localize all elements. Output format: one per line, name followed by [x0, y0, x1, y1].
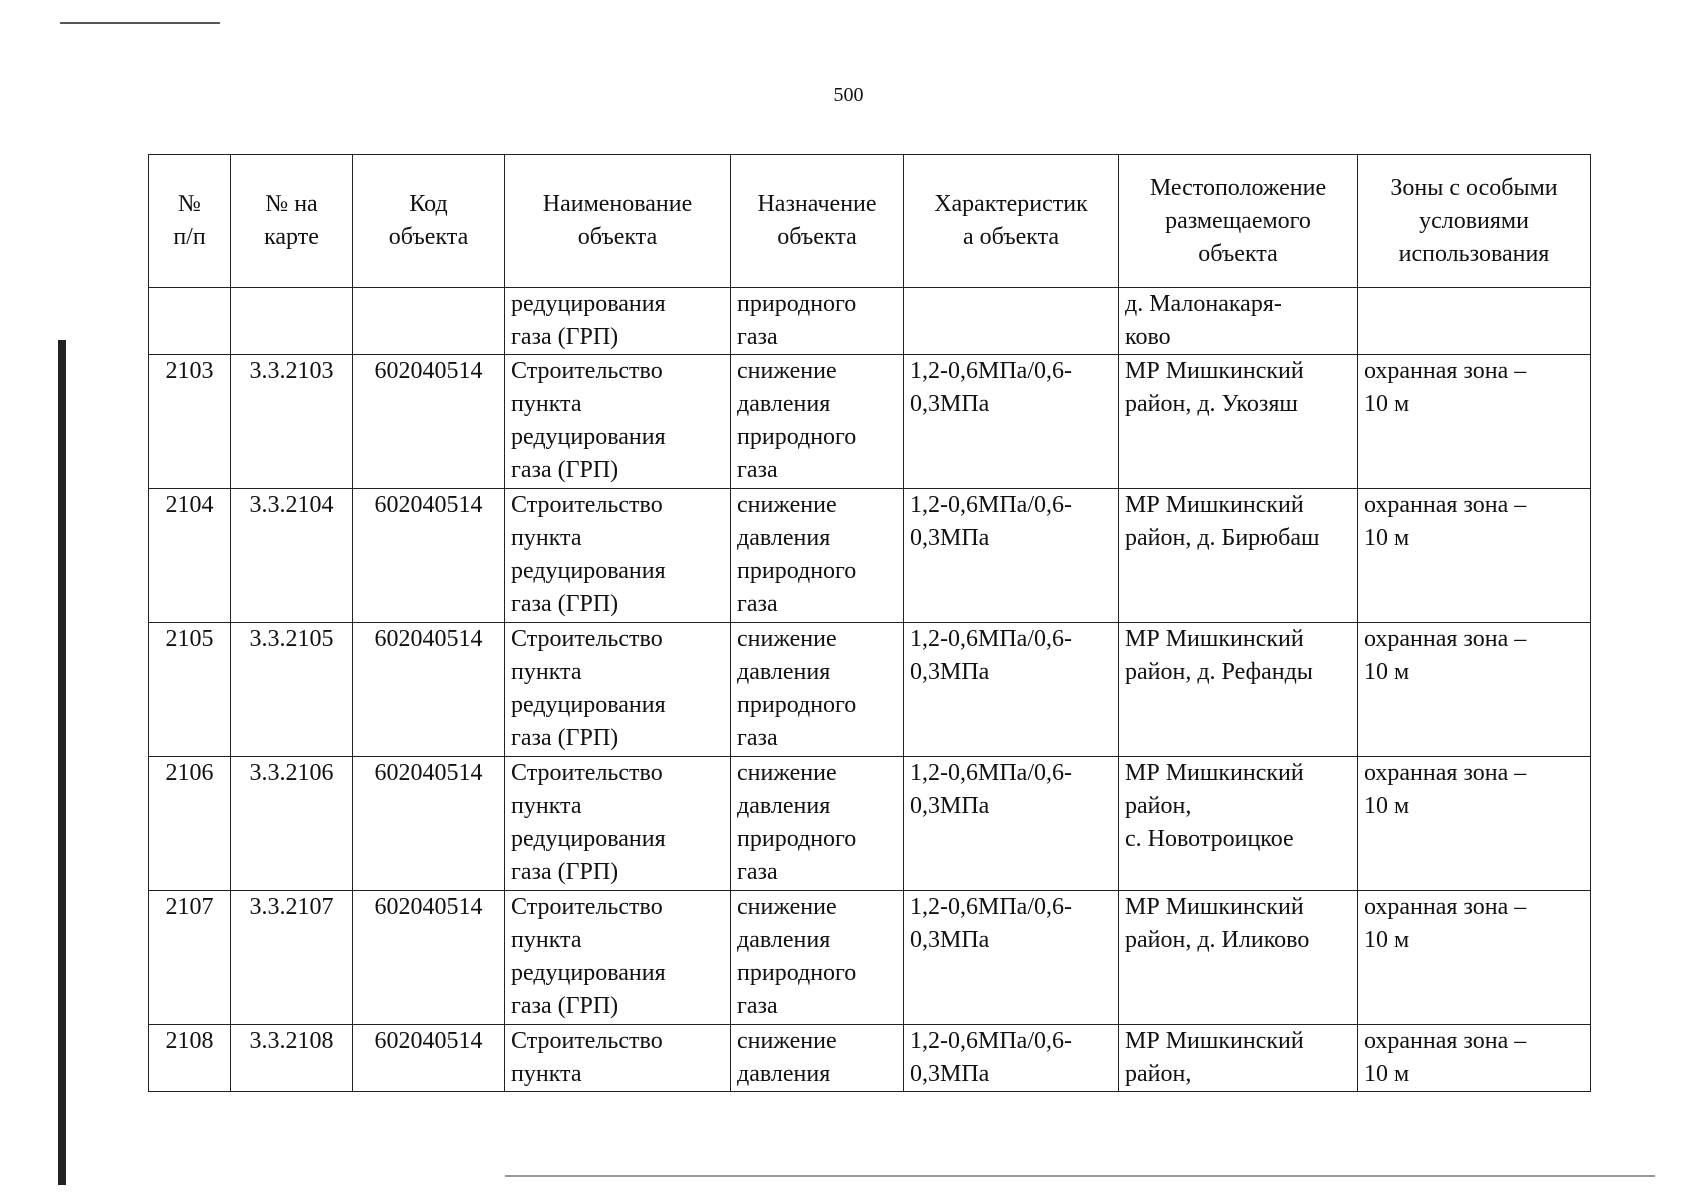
cell-map-number: 3.3.2103 [231, 355, 353, 489]
cell-object-characteristic: 1,2-0,6МПа/0,6- 0,3МПа [904, 757, 1119, 891]
header-special-zones: Зоны с особыми условиями использования [1358, 155, 1591, 288]
cell-row-number: 2105 [149, 623, 231, 757]
cell-map-number: 3.3.2105 [231, 623, 353, 757]
header-object-purpose: Назначение объекта [731, 155, 904, 288]
cell-object-characteristic [904, 288, 1119, 355]
cell-object-code: 602040514 [353, 489, 505, 623]
cell-object-name: Строительство пункта редуцирования газа (ГРП) [505, 891, 731, 1025]
cell-special-zone: охранная зона – 10 м [1358, 1025, 1591, 1092]
cell-object-characteristic: 1,2-0,6МПа/0,6- 0,3МПа [904, 891, 1119, 1025]
table-row [149, 757, 1591, 891]
cell-object-characteristic: 1,2-0,6МПа/0,6- 0,3МПа [904, 623, 1119, 757]
cell-object-location: МР Мишкинский район, д. Бирюбаш [1119, 489, 1358, 623]
cell-object-purpose: снижение давления природного газа [731, 891, 904, 1025]
cell-object-name: редуцирования газа (ГРП) [505, 288, 731, 355]
table-row [149, 891, 1591, 1025]
cell-row-number: 2103 [149, 355, 231, 489]
cell-object-location: МР Мишкинский район, д. Рефанды [1119, 623, 1358, 757]
cell-map-number: 3.3.2108 [231, 1025, 353, 1092]
cell-object-purpose: природного газа [731, 288, 904, 355]
cell-object-code: 602040514 [353, 1025, 505, 1092]
cell-special-zone: охранная зона – 10 м [1358, 355, 1591, 489]
cell-object-name: Строительство пункта редуцирования газа (ГРП) [505, 757, 731, 891]
cell-row-number: 2107 [149, 891, 231, 1025]
cell-object-location: МР Мишкинский район, д. Укозяш [1119, 355, 1358, 489]
header-object-location: Местоположение размещаемого объекта [1119, 155, 1358, 288]
header-map-number: № на карте [231, 155, 353, 288]
table-row [149, 355, 1591, 489]
cell-object-location: д. Малонакаря- ково [1119, 288, 1358, 355]
cell-map-number: 3.3.2106 [231, 757, 353, 891]
cell-object-purpose: снижение давления природного газа [731, 355, 904, 489]
table-body [149, 288, 1591, 1092]
cell-object-name: Строительство пункта редуцирования газа (ГРП) [505, 355, 731, 489]
cell-object-purpose: снижение давления природного газа [731, 623, 904, 757]
cell-object-code: 602040514 [353, 623, 505, 757]
cell-object-code: 602040514 [353, 757, 505, 891]
cell-object-characteristic: 1,2-0,6МПа/0,6- 0,3МПа [904, 1025, 1119, 1092]
page-number: 500 [833, 84, 864, 106]
cell-object-location: МР Мишкинский район, с. Новотроицкое [1119, 757, 1358, 891]
table-header [149, 155, 1591, 288]
cell-map-number: 3.3.2107 [231, 891, 353, 1025]
cell-map-number: 3.3.2104 [231, 489, 353, 623]
cell-row-number: 2104 [149, 489, 231, 623]
cell-special-zone: охранная зона – 10 м [1358, 623, 1591, 757]
cell-object-purpose: снижение давления природного газа [731, 489, 904, 623]
cell-special-zone: охранная зона – 10 м [1358, 757, 1591, 891]
cell-special-zone [1358, 288, 1591, 355]
cell-object-code: 602040514 [353, 355, 505, 489]
cell-object-purpose: снижение давления природного газа [731, 757, 904, 891]
cell-object-characteristic: 1,2-0,6МПа/0,6- 0,3МПа [904, 355, 1119, 489]
table-row-continuation [149, 288, 1591, 355]
cell-special-zone: охранная зона – 10 м [1358, 489, 1591, 623]
header-object-code: Код объекта [353, 155, 505, 288]
cell-object-location: МР Мишкинский район, [1119, 1025, 1358, 1092]
cell-object-code [353, 288, 505, 355]
scan-artifact-left-bar [58, 340, 66, 1185]
cell-object-location: МР Мишкинский район, д. Иликово [1119, 891, 1358, 1025]
cell-special-zone: охранная зона – 10 м [1358, 891, 1591, 1025]
table-row [149, 623, 1591, 757]
cell-object-code: 602040514 [353, 891, 505, 1025]
header-row-number: № п/п [149, 155, 231, 288]
cell-object-name: Строительство пункта [505, 1025, 731, 1092]
cell-map-number [231, 288, 353, 355]
cell-object-name: Строительство пункта редуцирования газа (ГРП) [505, 623, 731, 757]
cell-row-number: 2106 [149, 757, 231, 891]
scan-artifact-bottom-line [505, 1175, 1655, 1177]
cell-object-characteristic: 1,2-0,6МПа/0,6- 0,3МПа [904, 489, 1119, 623]
objects-table [148, 154, 1591, 1092]
header-object-name: Наименование объекта [505, 155, 731, 288]
cell-row-number: 2108 [149, 1025, 231, 1092]
header-object-characteristic: Характеристик а объекта [904, 155, 1119, 288]
table-row [149, 489, 1591, 623]
header-row [149, 155, 1591, 288]
cell-row-number [149, 288, 231, 355]
table-row [149, 1025, 1591, 1092]
scan-artifact-top-line [60, 22, 220, 24]
cell-object-purpose: снижение давления [731, 1025, 904, 1092]
cell-object-name: Строительство пункта редуцирования газа (ГРП) [505, 489, 731, 623]
